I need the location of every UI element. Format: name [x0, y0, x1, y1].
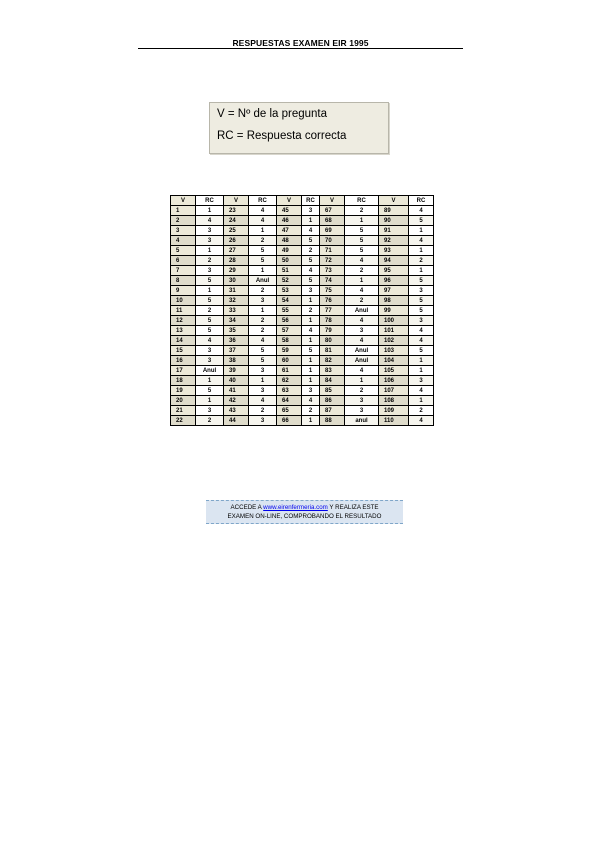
answer-cell: 1 [302, 366, 320, 376]
answer-cell: 2 [345, 266, 379, 276]
question-number-cell: 61 [277, 366, 302, 376]
answer-cell: 5 [409, 306, 434, 316]
table-row [171, 246, 434, 256]
answer-cell: 1 [409, 226, 434, 236]
banner-text-after: Y REALIZA ESTE [327, 504, 379, 511]
answer-cell: 4 [409, 206, 434, 216]
question-number-cell: 11 [171, 306, 196, 316]
answer-cell: 4 [196, 336, 224, 346]
table-row [171, 276, 434, 286]
answer-cell: 4 [345, 256, 379, 266]
answer-cell: 4 [302, 266, 320, 276]
table-body [171, 206, 434, 426]
question-number-cell: 23 [224, 206, 249, 216]
question-number-cell: 70 [320, 236, 345, 246]
question-number-cell: 65 [277, 406, 302, 416]
table-row [171, 326, 434, 336]
question-number-cell: 66 [277, 416, 302, 426]
answer-cell: 5 [302, 346, 320, 356]
answer-cell: 3 [302, 206, 320, 216]
question-number-cell: 81 [320, 346, 345, 356]
question-number-cell: 14 [171, 336, 196, 346]
question-number-cell: 106 [379, 376, 409, 386]
answer-cell: 2 [196, 306, 224, 316]
question-number-cell: 55 [277, 306, 302, 316]
answer-cell: 2 [249, 326, 277, 336]
answer-cell: 1 [302, 316, 320, 326]
table-row [171, 356, 434, 366]
question-number-cell: 36 [224, 336, 249, 346]
legend-box [209, 102, 389, 154]
legend-question-number: V = Nº de la pregunta [217, 108, 328, 120]
question-number-cell: 82 [320, 356, 345, 366]
question-number-cell: 13 [171, 326, 196, 336]
question-number-cell: 68 [320, 216, 345, 226]
question-number-cell: 85 [320, 386, 345, 396]
table-row [171, 266, 434, 276]
banner-line-2: EXAMEN ON-LINE, COMPROBANDO EL RESULTADO [227, 513, 382, 520]
question-number-cell: 28 [224, 256, 249, 266]
answer-cell: 4 [249, 206, 277, 216]
question-number-cell: 34 [224, 316, 249, 326]
question-number-cell: 96 [379, 276, 409, 286]
question-number-cell: 105 [379, 366, 409, 376]
answer-cell: 5 [302, 256, 320, 266]
question-number-cell: 79 [320, 326, 345, 336]
answer-cell: 5 [196, 296, 224, 306]
answer-cell: 5 [249, 356, 277, 366]
question-number-cell: 87 [320, 406, 345, 416]
question-number-cell: 90 [379, 216, 409, 226]
answer-cell: 3 [409, 286, 434, 296]
question-number-cell: 50 [277, 256, 302, 266]
table-row [171, 366, 434, 376]
question-number-cell: 74 [320, 276, 345, 286]
question-number-cell: 9 [171, 286, 196, 296]
answer-cell: 3 [249, 296, 277, 306]
answer-cell: 2 [345, 386, 379, 396]
answer-cell: 3 [302, 386, 320, 396]
answer-cell: 1 [196, 246, 224, 256]
table-row [171, 406, 434, 416]
question-number-cell: 73 [320, 266, 345, 276]
answer-cell: 1 [196, 376, 224, 386]
answer-cell: 2 [409, 256, 434, 266]
answer-cell: 4 [249, 396, 277, 406]
question-number-cell: 18 [171, 376, 196, 386]
question-number-cell: 72 [320, 256, 345, 266]
answer-cell: 2 [249, 286, 277, 296]
question-number-cell: 76 [320, 296, 345, 306]
answer-cell: 4 [345, 286, 379, 296]
question-number-cell: 67 [320, 206, 345, 216]
answer-cell: 1 [302, 416, 320, 426]
table-row [171, 236, 434, 246]
answer-cell: 2 [345, 206, 379, 216]
question-number-cell: 40 [224, 376, 249, 386]
question-number-cell: 99 [379, 306, 409, 316]
answer-cell: 4 [302, 326, 320, 336]
question-number-cell: 107 [379, 386, 409, 396]
question-number-cell: 75 [320, 286, 345, 296]
question-number-cell: 45 [277, 206, 302, 216]
question-number-cell: 69 [320, 226, 345, 236]
table-row [171, 296, 434, 306]
online-exam-banner [206, 500, 403, 524]
column-header-question: V [224, 196, 249, 206]
answer-cell: 5 [249, 346, 277, 356]
question-number-cell: 32 [224, 296, 249, 306]
question-number-cell: 35 [224, 326, 249, 336]
question-number-cell: 10 [171, 296, 196, 306]
question-number-cell: 46 [277, 216, 302, 226]
answer-cell: 2 [302, 406, 320, 416]
answer-cell: 1 [196, 396, 224, 406]
answer-cell: Anul [249, 276, 277, 286]
question-number-cell: 41 [224, 386, 249, 396]
answer-cell: 4 [345, 366, 379, 376]
column-header-answer: RC [249, 196, 277, 206]
answer-cell: 2 [196, 416, 224, 426]
legend-correct-answer: RC = Respuesta correcta [217, 130, 347, 142]
question-number-cell: 102 [379, 336, 409, 346]
answer-cell: 1 [196, 286, 224, 296]
answer-cell: Anul [196, 366, 224, 376]
answer-cell: 3 [196, 356, 224, 366]
question-number-cell: 22 [171, 416, 196, 426]
answer-cell: 5 [196, 276, 224, 286]
answer-cell: 5 [409, 216, 434, 226]
question-number-cell: 94 [379, 256, 409, 266]
answer-cell: 5 [345, 226, 379, 236]
answer-cell: 5 [302, 276, 320, 286]
column-header-question: V [320, 196, 345, 206]
question-number-cell: 49 [277, 246, 302, 256]
question-number-cell: 7 [171, 266, 196, 276]
answer-cell: 3 [196, 226, 224, 236]
answer-cell: 1 [409, 366, 434, 376]
question-number-cell: 100 [379, 316, 409, 326]
question-number-cell: 103 [379, 346, 409, 356]
column-header-answer: RC [409, 196, 434, 206]
answer-cell: 2 [249, 316, 277, 326]
answer-cell: 4 [302, 226, 320, 236]
question-number-cell: 6 [171, 256, 196, 266]
answer-cell: 1 [249, 306, 277, 316]
question-number-cell: 20 [171, 396, 196, 406]
question-number-cell: 15 [171, 346, 196, 356]
answer-cell: 3 [409, 376, 434, 386]
question-number-cell: 2 [171, 216, 196, 226]
question-number-cell: 101 [379, 326, 409, 336]
answer-cell: 3 [302, 286, 320, 296]
answer-cell: 5 [196, 326, 224, 336]
answer-cell: 4 [345, 336, 379, 346]
answer-cell: 1 [302, 376, 320, 386]
answer-cell: 2 [345, 296, 379, 306]
question-number-cell: 78 [320, 316, 345, 326]
table-row [171, 336, 434, 346]
question-number-cell: 88 [320, 416, 345, 426]
answer-cell: 4 [409, 236, 434, 246]
website-link[interactable]: www.eirenfermeria.com [263, 504, 328, 511]
answer-cell: 5 [345, 246, 379, 256]
answer-cell: 5 [409, 296, 434, 306]
answers-table [170, 195, 434, 426]
answer-cell: 3 [345, 396, 379, 406]
answer-cell: 5 [302, 236, 320, 246]
table-row [171, 346, 434, 356]
question-number-cell: 104 [379, 356, 409, 366]
column-header-answer: RC [196, 196, 224, 206]
answer-cell: 3 [196, 346, 224, 356]
question-number-cell: 42 [224, 396, 249, 406]
question-number-cell: 52 [277, 276, 302, 286]
answer-cell: 1 [409, 266, 434, 276]
question-number-cell: 38 [224, 356, 249, 366]
table-row [171, 216, 434, 226]
answer-cell: 3 [196, 266, 224, 276]
answer-cell: Anul [345, 346, 379, 356]
question-number-cell: 27 [224, 246, 249, 256]
question-number-cell: 29 [224, 266, 249, 276]
answer-cell: 5 [409, 276, 434, 286]
answer-cell: 5 [409, 346, 434, 356]
question-number-cell: 4 [171, 236, 196, 246]
answer-cell: 1 [302, 216, 320, 226]
answer-cell: 4 [409, 336, 434, 346]
answer-cell: Anul [345, 306, 379, 316]
table-row [171, 416, 434, 426]
question-number-cell: 62 [277, 376, 302, 386]
table-row [171, 316, 434, 326]
question-number-cell: 33 [224, 306, 249, 316]
answer-cell: 4 [409, 386, 434, 396]
column-header-answer: RC [345, 196, 379, 206]
answer-cell: 3 [345, 326, 379, 336]
answer-cell: 1 [345, 376, 379, 386]
question-number-cell: 19 [171, 386, 196, 396]
question-number-cell: 44 [224, 416, 249, 426]
answer-cell: 1 [345, 216, 379, 226]
answer-cell: 1 [249, 226, 277, 236]
answer-cell: 5 [196, 316, 224, 326]
answer-cell: 3 [196, 236, 224, 246]
question-number-cell: 60 [277, 356, 302, 366]
question-number-cell: 95 [379, 266, 409, 276]
question-number-cell: 84 [320, 376, 345, 386]
question-number-cell: 64 [277, 396, 302, 406]
banner-text-before: ACCEDE A [230, 504, 264, 511]
banner-line-1 [206, 503, 403, 512]
answer-cell: 2 [249, 406, 277, 416]
question-number-cell: 48 [277, 236, 302, 246]
answer-cell: 3 [345, 406, 379, 416]
answer-cell: 4 [249, 216, 277, 226]
table-row [171, 286, 434, 296]
answer-cell: 4 [345, 316, 379, 326]
question-number-cell: 80 [320, 336, 345, 346]
table-row [171, 256, 434, 266]
answer-cell: 1 [409, 396, 434, 406]
question-number-cell: 24 [224, 216, 249, 226]
question-number-cell: 77 [320, 306, 345, 316]
question-number-cell: 53 [277, 286, 302, 296]
table-row [171, 226, 434, 236]
answer-cell: 2 [249, 236, 277, 246]
answer-cell: 2 [196, 256, 224, 266]
answer-cell: 1 [409, 356, 434, 366]
question-number-cell: 83 [320, 366, 345, 376]
question-number-cell: 1 [171, 206, 196, 216]
answer-cell: 4 [196, 216, 224, 226]
answer-cell: 1 [196, 206, 224, 216]
question-number-cell: 58 [277, 336, 302, 346]
table-row [171, 376, 434, 386]
question-number-cell: 5 [171, 246, 196, 256]
question-number-cell: 109 [379, 406, 409, 416]
answer-cell: 5 [249, 246, 277, 256]
question-number-cell: 21 [171, 406, 196, 416]
answer-cell: 2 [302, 246, 320, 256]
question-number-cell: 25 [224, 226, 249, 236]
question-number-cell: 59 [277, 346, 302, 356]
question-number-cell: 57 [277, 326, 302, 336]
column-header-question: V [379, 196, 409, 206]
question-number-cell: 37 [224, 346, 249, 356]
answer-cell: Anul [345, 356, 379, 366]
answer-cell: 3 [409, 316, 434, 326]
answer-cell: 1 [249, 266, 277, 276]
answer-cell: 4 [409, 326, 434, 336]
question-number-cell: 30 [224, 276, 249, 286]
question-number-cell: 51 [277, 266, 302, 276]
column-header-answer: RC [302, 196, 320, 206]
answer-cell: 3 [196, 406, 224, 416]
answer-cell: 1 [249, 376, 277, 386]
answer-cell: 3 [249, 416, 277, 426]
answer-cell: 4 [249, 336, 277, 346]
question-number-cell: 71 [320, 246, 345, 256]
table-row [171, 386, 434, 396]
question-number-cell: 89 [379, 206, 409, 216]
table-row [171, 206, 434, 216]
column-header-question: V [171, 196, 196, 206]
question-number-cell: 63 [277, 386, 302, 396]
question-number-cell: 12 [171, 316, 196, 326]
question-number-cell: 86 [320, 396, 345, 406]
answer-cell: 4 [409, 416, 434, 426]
answer-cell: 1 [345, 276, 379, 286]
question-number-cell: 16 [171, 356, 196, 366]
question-number-cell: 93 [379, 246, 409, 256]
question-number-cell: 39 [224, 366, 249, 376]
answer-cell: anul [345, 416, 379, 426]
answer-cell: 2 [302, 306, 320, 316]
answer-cell: 2 [409, 406, 434, 416]
table-header-row [171, 196, 434, 206]
question-number-cell: 98 [379, 296, 409, 306]
table-row [171, 396, 434, 406]
question-number-cell: 43 [224, 406, 249, 416]
question-number-cell: 92 [379, 236, 409, 246]
question-number-cell: 3 [171, 226, 196, 236]
question-number-cell: 97 [379, 286, 409, 296]
answer-cell: 3 [249, 366, 277, 376]
answer-cell: 1 [302, 296, 320, 306]
answer-cell: 5 [345, 236, 379, 246]
question-number-cell: 91 [379, 226, 409, 236]
question-number-cell: 56 [277, 316, 302, 326]
question-number-cell: 108 [379, 396, 409, 406]
answer-cell: 5 [196, 386, 224, 396]
table-row [171, 306, 434, 316]
answer-cell: 5 [249, 256, 277, 266]
question-number-cell: 54 [277, 296, 302, 306]
page-title: RESPUESTAS EXAMEN EIR 1995 [232, 38, 369, 48]
question-number-cell: 17 [171, 366, 196, 376]
question-number-cell: 110 [379, 416, 409, 426]
question-number-cell: 47 [277, 226, 302, 236]
answer-cell: 1 [409, 246, 434, 256]
answer-cell: 3 [249, 386, 277, 396]
column-header-question: V [277, 196, 302, 206]
answer-cell: 1 [302, 336, 320, 346]
answer-cell: 4 [302, 396, 320, 406]
question-number-cell: 31 [224, 286, 249, 296]
question-number-cell: 8 [171, 276, 196, 286]
answer-cell: 1 [302, 356, 320, 366]
title-divider [138, 48, 463, 49]
question-number-cell: 26 [224, 236, 249, 246]
